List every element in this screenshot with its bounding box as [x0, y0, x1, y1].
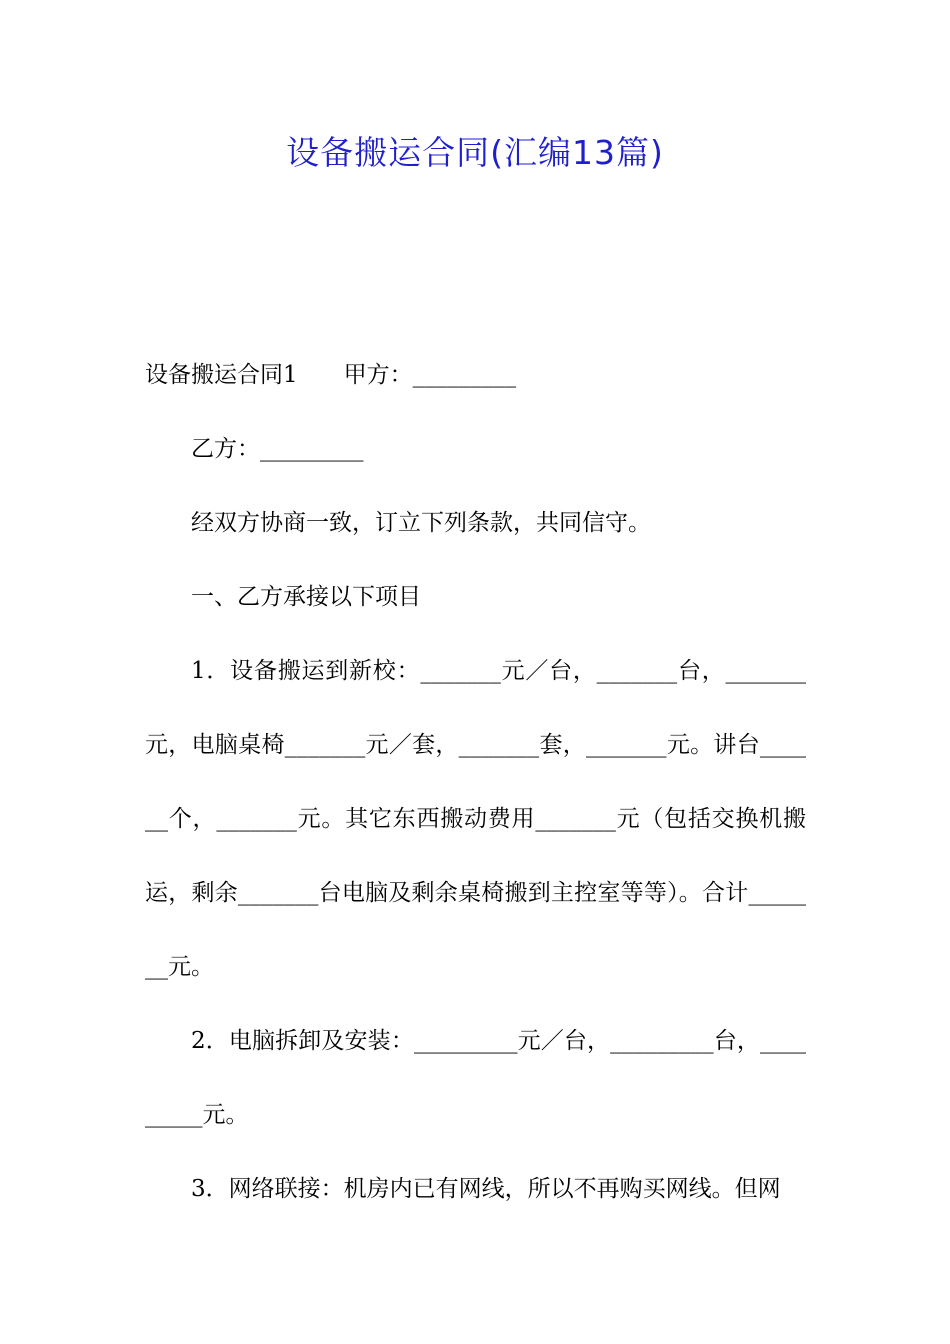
section-heading-1: 一、乙方承接以下项目	[191, 584, 421, 610]
clause-1-equipment-moving: 1．设备搬运到新校：_______元／台，_______台，_______元，电脑桌椅_______元／套，_______套，_______元。讲台______个，_______元。其它东西搬动费用_______元（包括交换机搬运，剩余_______台电脑及剩余桌椅搬到主控室等等）。合计_______元。	[145, 658, 806, 980]
party-b-line: 乙方：_________	[191, 436, 364, 462]
document-title: 设备搬运合同(汇编13篇)	[286, 133, 664, 172]
document-body	[145, 338, 806, 1226]
clause-3-network: 3．网络联接：机房内已有网线，所以不再购买网线。但网	[191, 1176, 781, 1202]
clause-2-computer-install: 2．电脑拆卸及安装：_________元／台，_________台，_________元。	[145, 1028, 806, 1128]
agreement-statement: 经双方协商一致，订立下列条款，共同信守。	[191, 510, 651, 536]
contract-heading-party-a: 设备搬运合同1 甲方：_________	[145, 362, 517, 388]
